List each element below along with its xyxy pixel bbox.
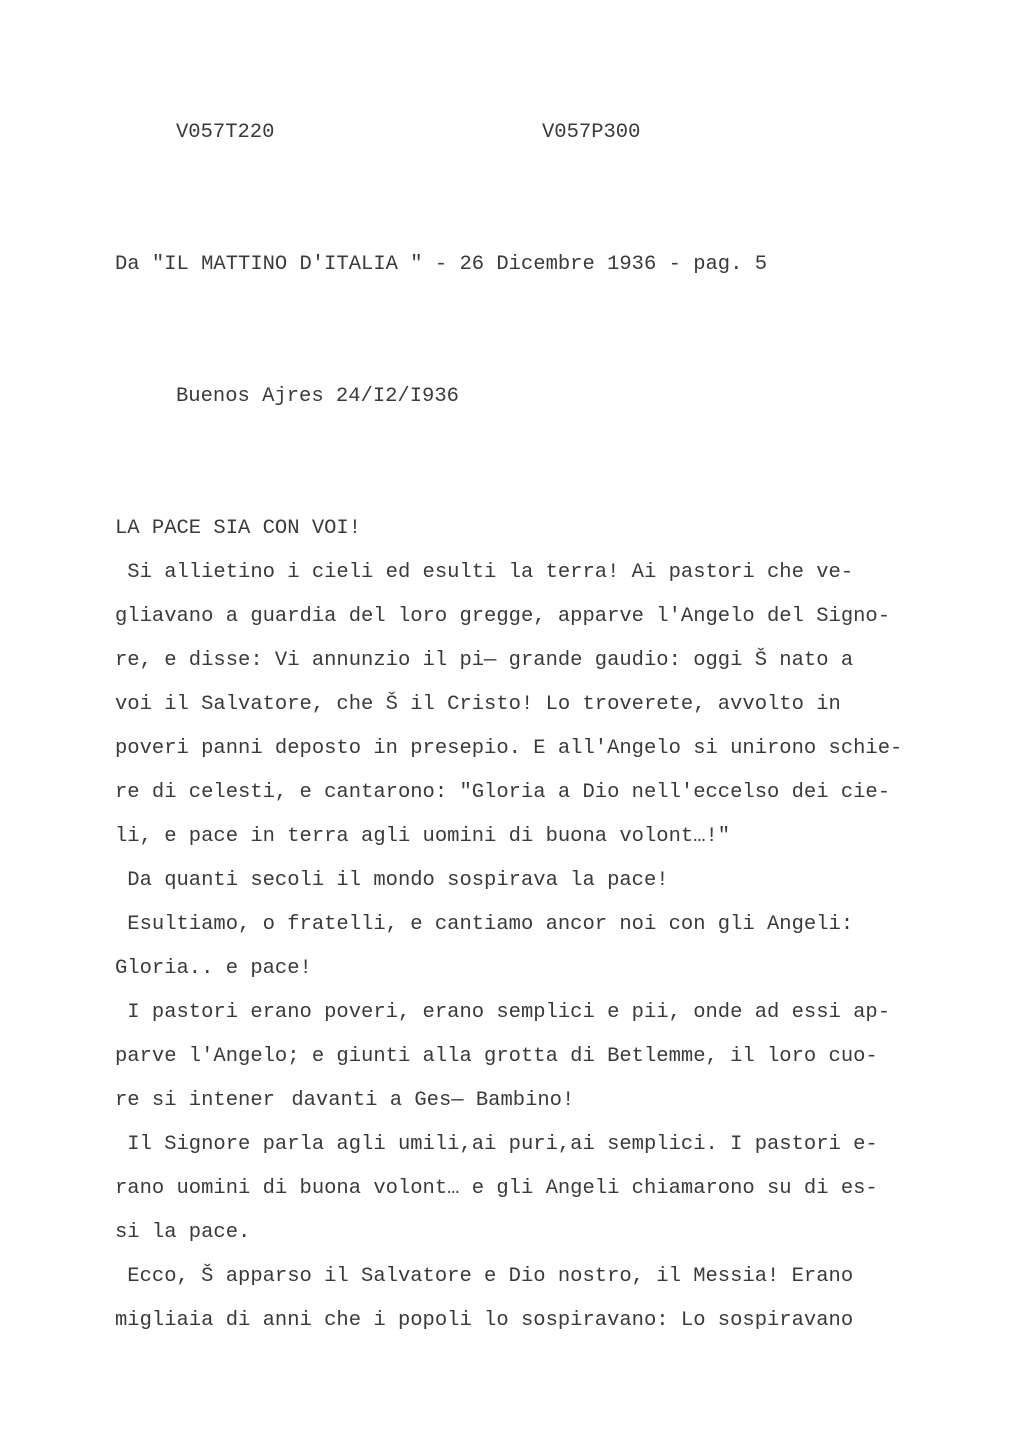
body-line: Ecco, Š apparso il Salvatore e Dio nostro, il Messia! Erano	[115, 1265, 854, 1288]
body-line: migliaia di anni che i popoli lo sospiravano: Lo sospiravano	[115, 1309, 854, 1332]
article-title: LA PACE SIA CON VOI!	[115, 517, 362, 540]
body-line: rano uomini di buona volont… e gli Angeli chiamarono su di es-	[115, 1177, 878, 1200]
body-line: voi il Salvatore, che Š il Cristo! Lo troverete, avvolto in	[115, 693, 841, 716]
body-line: re si intenerdavanti a Ges— Bambino!	[115, 1089, 575, 1112]
body-line: Da quanti secoli il mondo sospirava la pace!	[115, 869, 669, 892]
body-line: parve l'Angelo; e giunti alla grotta di Betlemme, il loro cuo-	[115, 1045, 878, 1068]
body-line: gliavano a guardia del loro gregge, apparve l'Angelo del Signo-	[115, 605, 891, 628]
dateline: Buenos Ajres 24/I2/I936	[176, 385, 459, 408]
article-body	[115, 561, 935, 1353]
body-line: re, e disse: Vi annunzio il pi— grande gaudio: oggi Š nato a	[115, 649, 854, 672]
document-code-left: V057T220	[176, 121, 275, 144]
source-line: Da "IL MATTINO D'ITALIA " - 26 Dicembre 1936 - pag. 5	[115, 253, 768, 276]
body-line: li, e pace in terra agli uomini di buona volont…!"	[115, 825, 731, 848]
body-line: poveri panni deposto in presepio. E all'Angelo si unirono schie-	[115, 737, 903, 760]
body-line: I pastori erano poveri, erano semplici e pii, onde ad essi ap-	[115, 1001, 891, 1024]
body-line: si la pace.	[115, 1221, 251, 1244]
body-line: re di celesti, e cantarono: "Gloria a Dio nell'eccelso dei cie-	[115, 781, 891, 804]
body-line: Gloria.. e pace!	[115, 957, 312, 980]
body-line: Il Signore parla agli umili,ai puri,ai semplici. I pastori e-	[115, 1133, 878, 1156]
body-line: Esultiamo, o fratelli, e cantiamo ancor noi con gli Angeli:	[115, 913, 854, 936]
document-code-right: V057P300	[542, 121, 641, 144]
body-line: Si allietino i cieli ed esulti la terra! Ai pastori che ve-	[115, 561, 854, 584]
